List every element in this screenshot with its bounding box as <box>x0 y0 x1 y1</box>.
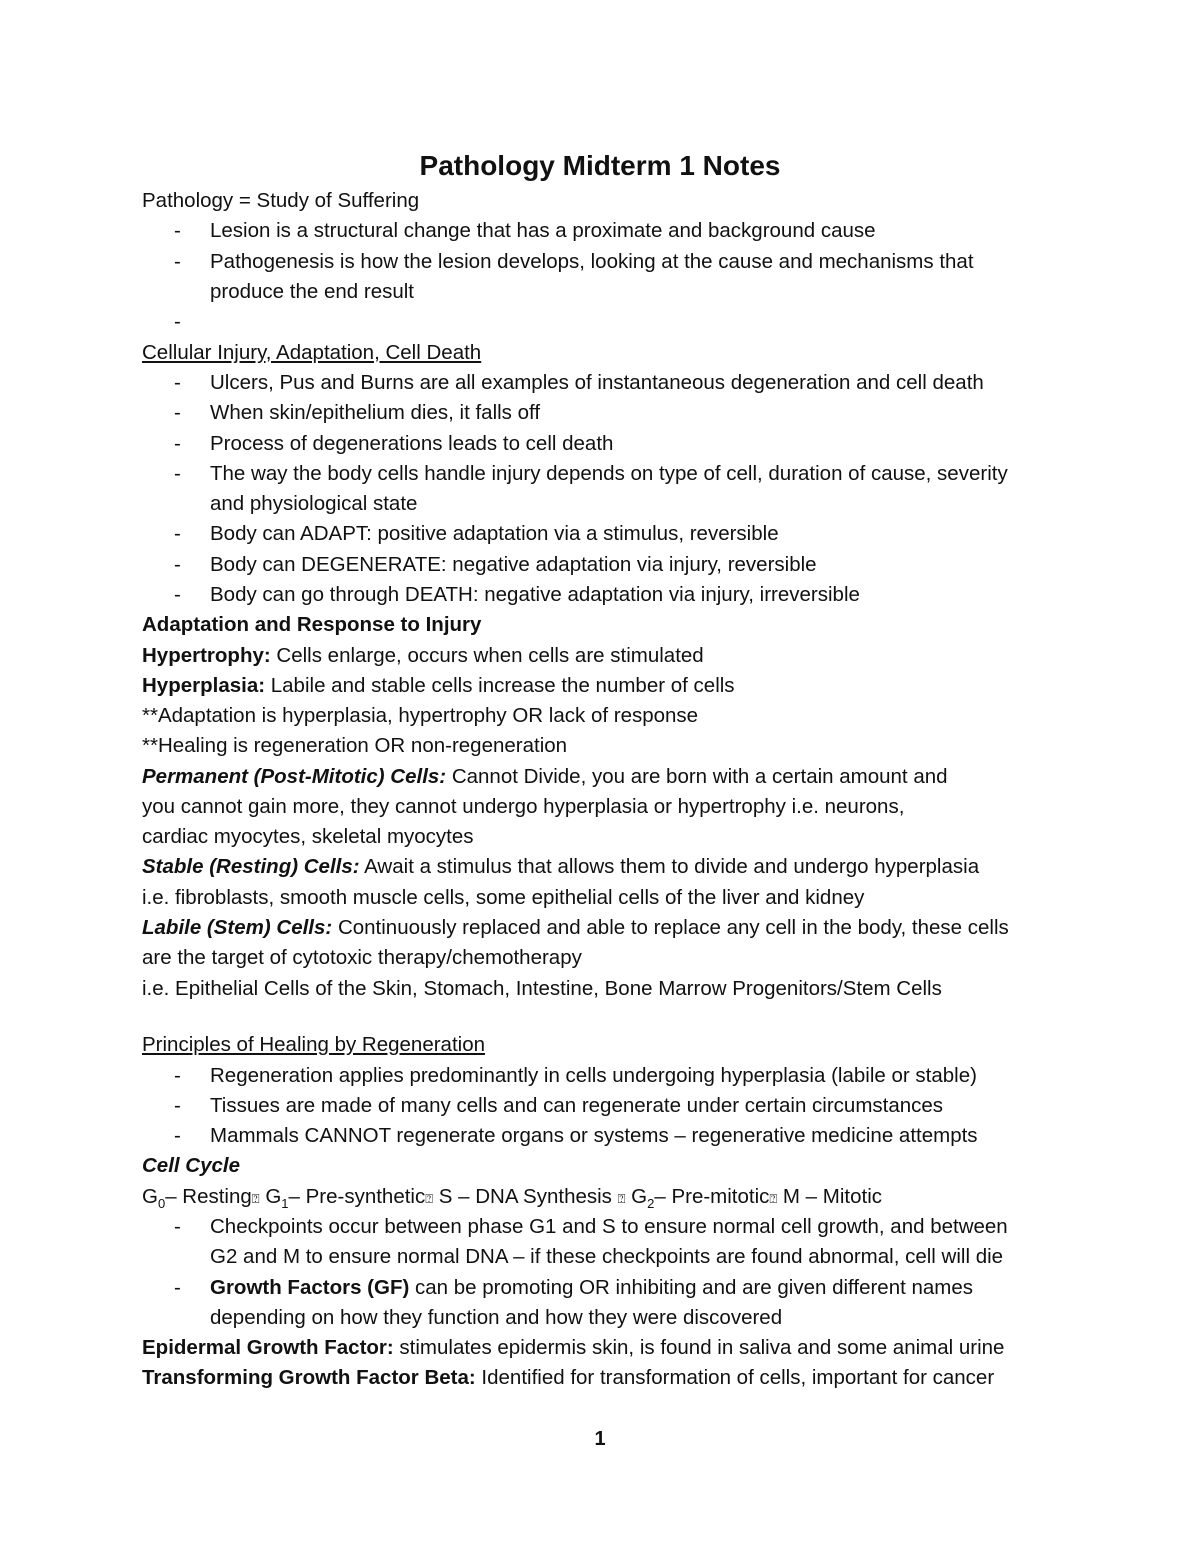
list-item-continuation: G2 and M to ensure normal DNA – if these checkpoints are found abnormal, cell will die <box>210 1245 1004 1268</box>
subscript: 1 <box>281 1196 289 1212</box>
intro-bullet: Pathogenesis is how the lesion develops, looking at the cause and mechanisms that <box>210 250 974 273</box>
note-line: **Adaptation is hyperplasia, hypertrophy OR lack of response <box>142 704 699 727</box>
section-heading-cellular-injury: Cellular Injury, Adaptation, Cell Death <box>142 341 482 364</box>
definition-stable-cells <box>142 852 979 882</box>
list-item: Mammals CANNOT regenerate organs or systems – regenerative medicine attempts <box>210 1124 978 1147</box>
list-item: Ulcers, Pus and Burns are all examples of instantaneous degeneration and cell death <box>210 371 984 394</box>
list-item: Body can DEGENERATE: negative adaptation via injury, reversible <box>210 553 817 576</box>
phase-label: – Resting <box>165 1185 252 1208</box>
intro-bullet: Lesion is a structural change that has a proximate and background cause <box>210 219 876 242</box>
bullet-dash: - <box>174 371 181 394</box>
term: Hyperplasia: <box>142 674 266 697</box>
list-item: Body can go through DEATH: negative adaptation via injury, irreversible <box>210 583 860 606</box>
list-item: Tissues are made of many cells and can regenerate under certain circumstances <box>210 1094 944 1117</box>
section-heading-healing: Principles of Healing by Regeneration <box>142 1033 486 1056</box>
bullet-dash: - <box>174 1276 181 1299</box>
term: Stable (Resting) Cells: <box>142 855 360 878</box>
section-heading-adaptation: Adaptation and Response to Injury <box>142 613 482 636</box>
list-item: When skin/epithelium dies, it falls off <box>210 401 541 424</box>
text-line: i.e. fibroblasts, smooth muscle cells, some epithelial cells of the liver and kidney <box>142 886 865 909</box>
bullet-dash: - <box>174 1124 181 1147</box>
page-number: 1 <box>594 1428 606 1450</box>
bullet-dash: - <box>174 583 181 606</box>
term: Epidermal Growth Factor: <box>142 1336 394 1359</box>
definition: Labile and stable cells increase the number of cells <box>265 674 735 697</box>
list-item: Process of degenerations leads to cell death <box>210 432 614 455</box>
section-heading-cell-cycle: Cell Cycle <box>142 1154 240 1177</box>
definition: Cells enlarge, occurs when cells are stimulated <box>270 644 704 667</box>
definition: Await a stimulus that allows them to divide and undergo hyperplasia <box>359 855 980 878</box>
arrow-icon: ⍰ <box>769 1191 778 1206</box>
definition: Identified for transformation of cells, important for cancer <box>475 1366 995 1389</box>
term: Hypertrophy: <box>142 644 271 667</box>
term: Permanent (Post-Mitotic) Cells: <box>142 765 447 788</box>
phase-g: G <box>631 1185 648 1208</box>
phase-label: – Pre-synthetic <box>288 1185 426 1208</box>
text-line: cardiac myocytes, skeletal myocytes <box>142 825 474 848</box>
arrow-icon: ⍰ <box>251 1191 260 1206</box>
bullet-dash: - <box>174 401 181 424</box>
subscript: 0 <box>157 1196 166 1212</box>
definition-egf <box>142 1333 1004 1363</box>
list-item-continuation: depending on how they function and how they were discovered <box>210 1306 783 1329</box>
phase-g: G <box>142 1185 158 1208</box>
bullet-dash: - <box>174 553 181 576</box>
definition-permanent-cells <box>142 762 948 792</box>
definition-tgf-beta <box>142 1363 994 1393</box>
bullet-dash: - <box>174 1215 181 1238</box>
note-line: **Healing is regeneration OR non-regeneration <box>142 734 568 757</box>
phase-label: M – Mitotic <box>777 1185 883 1208</box>
term: Transforming Growth Factor Beta: <box>142 1366 476 1389</box>
phase-label: S – DNA Synthesis <box>433 1185 618 1208</box>
term: Growth Factors (GF) <box>210 1276 410 1299</box>
subscript: 2 <box>647 1196 655 1212</box>
arrow-icon: ⍰ <box>425 1191 434 1206</box>
phase-label: – Pre-mitotic <box>654 1185 770 1208</box>
list-item-continuation: and physiological state <box>210 492 418 515</box>
intro-bullet-continuation: produce the end result <box>210 280 414 303</box>
bullet-dash: - <box>174 310 181 333</box>
term: Labile (Stem) Cells: <box>142 916 333 939</box>
arrow-icon: ⍰ <box>617 1191 626 1206</box>
definition: Continuously replaced and able to replace any cell in the body, these cells <box>332 916 1009 939</box>
list-item: Regeneration applies predominantly in cells undergoing hyperplasia (labile or stable) <box>210 1064 977 1087</box>
text-line: are the target of cytotoxic therapy/chemotherapy <box>142 946 582 969</box>
intro-line: Pathology = Study of Suffering <box>142 189 420 212</box>
bullet-dash: - <box>174 1094 181 1117</box>
definition-labile-cells <box>142 913 1009 943</box>
list-item <box>210 1273 973 1303</box>
bullet-dash: - <box>174 432 181 455</box>
text-line: you cannot gain more, they cannot undergo hyperplasia or hypertrophy i.e. neurons, <box>142 795 905 818</box>
phase-g: G <box>265 1185 282 1208</box>
list-item: Checkpoints occur between phase G1 and S to ensure normal cell growth, and between <box>210 1215 1008 1238</box>
bullet-dash: - <box>174 522 181 545</box>
page-title: Pathology Midterm 1 Notes <box>419 150 781 181</box>
text-line: i.e. Epithelial Cells of the Skin, Stomach, Intestine, Bone Marrow Progenitors/Stem Cells <box>142 977 942 1000</box>
bullet-dash: - <box>174 1064 181 1087</box>
list-item: Body can ADAPT: positive adaptation via a stimulus, reversible <box>210 522 779 545</box>
definition: Cannot Divide, you are born with a certain amount and <box>446 765 948 788</box>
bullet-dash: - <box>174 462 181 485</box>
definition-hyperplasia <box>142 671 735 701</box>
bullet-dash: - <box>174 219 181 242</box>
bullet-dash: - <box>174 250 181 273</box>
definition: stimulates epidermis skin, is found in saliva and some animal urine <box>393 1336 1005 1359</box>
list-item: The way the body cells handle injury depends on type of cell, duration of cause, severity <box>210 462 1008 485</box>
definition: can be promoting OR inhibiting and are given different names <box>409 1276 974 1299</box>
definition-hypertrophy <box>142 641 704 671</box>
